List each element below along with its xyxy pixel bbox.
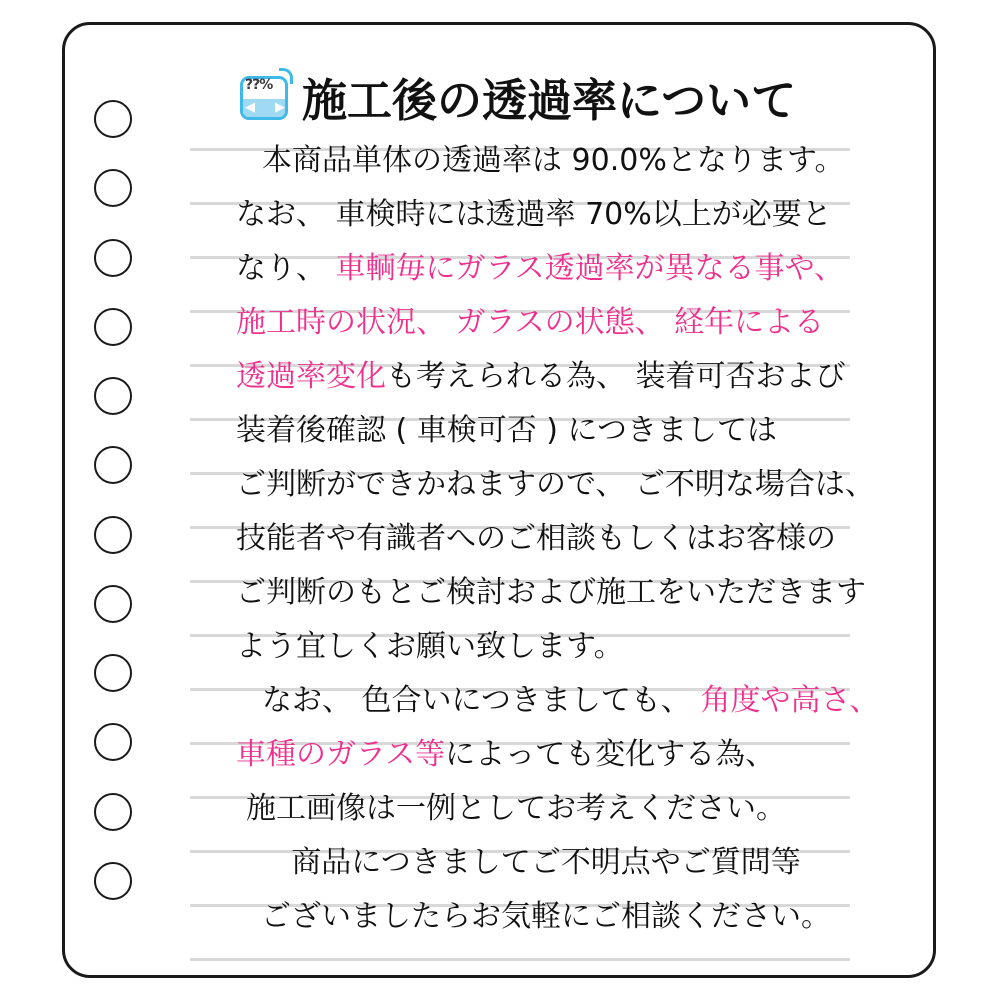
plain-text: ございましたらお気軽にご相談ください。 — [261, 899, 831, 934]
badge-question-label: ??% — [245, 77, 273, 93]
badge-arrows — [245, 99, 285, 115]
arrow-right-icon: ▶ — [275, 99, 285, 114]
document-content — [236, 58, 880, 944]
page-title: 施工後の透過率について — [302, 73, 797, 127]
body-line — [236, 134, 876, 188]
title-row — [236, 58, 876, 134]
punch-hole — [94, 308, 132, 346]
punch-hole — [94, 169, 132, 207]
body-line — [236, 242, 876, 296]
punch-hole — [94, 723, 132, 761]
highlight-text: 角度や高さ、 — [700, 683, 880, 718]
punch-hole — [94, 100, 132, 138]
plain-text: によっても変化する為、 — [445, 737, 776, 772]
body-line — [236, 620, 876, 674]
punch-hole — [94, 862, 132, 900]
body-line — [236, 674, 880, 728]
punch-hole — [94, 446, 132, 484]
highlight-text: 施工時の状況、 ガラスの状態、 経年による — [236, 305, 825, 340]
body-line — [236, 512, 876, 566]
plain-text: 商品につきましてご不明点やご質問等 — [291, 845, 801, 880]
highlight-text: 車種のガラス等 — [236, 737, 446, 772]
plain-text: 施工画像は一例としてお考えください。 — [246, 791, 786, 826]
plain-text: ご判断ができかねますので、 ご不明な場合は、 — [236, 467, 875, 502]
punch-hole — [94, 377, 132, 415]
arrow-left-icon: ◀ — [245, 99, 255, 114]
punch-hole — [94, 793, 132, 831]
transmittance-badge-icon — [236, 68, 294, 124]
punch-hole — [94, 654, 132, 692]
body-line — [236, 890, 856, 944]
body-line — [236, 458, 876, 512]
plain-text: なお、 色合いにつきましても、 — [262, 683, 701, 718]
highlight-text: 透過率変化 — [236, 359, 386, 394]
plain-text: 装着後確認 ( 車検可否 ) につきましては — [236, 413, 777, 448]
highlight-text: 車輌毎にガラス透過率が異なる事や、 — [335, 251, 845, 286]
rule-line — [190, 958, 850, 961]
body-text — [236, 134, 880, 944]
punch-hole — [94, 585, 132, 623]
plain-text: なお、 車検時には透過率 70%以上が必要と — [236, 197, 832, 232]
plain-text: ご判断のもとご検討および施工をいただきます — [236, 575, 866, 610]
plain-text: よう宜しくお願い致します。 — [236, 629, 624, 664]
body-line — [236, 566, 876, 620]
body-line — [236, 188, 876, 242]
plain-text: 本商品単体の透過率は 90.0%となります。 — [262, 143, 845, 178]
plain-text: なり、 — [236, 251, 336, 286]
body-line — [236, 404, 876, 458]
punch-hole — [94, 516, 132, 554]
body-line — [236, 350, 876, 404]
punch-holes — [78, 100, 148, 900]
body-line — [236, 296, 876, 350]
body-line — [236, 836, 856, 890]
plain-text: も考えられる為、 装着可否および — [386, 359, 846, 394]
body-line — [236, 782, 796, 836]
plain-text: 技能者や有識者へのご相談もしくはお客様の — [236, 521, 836, 556]
punch-hole — [94, 239, 132, 277]
body-line — [236, 728, 876, 782]
